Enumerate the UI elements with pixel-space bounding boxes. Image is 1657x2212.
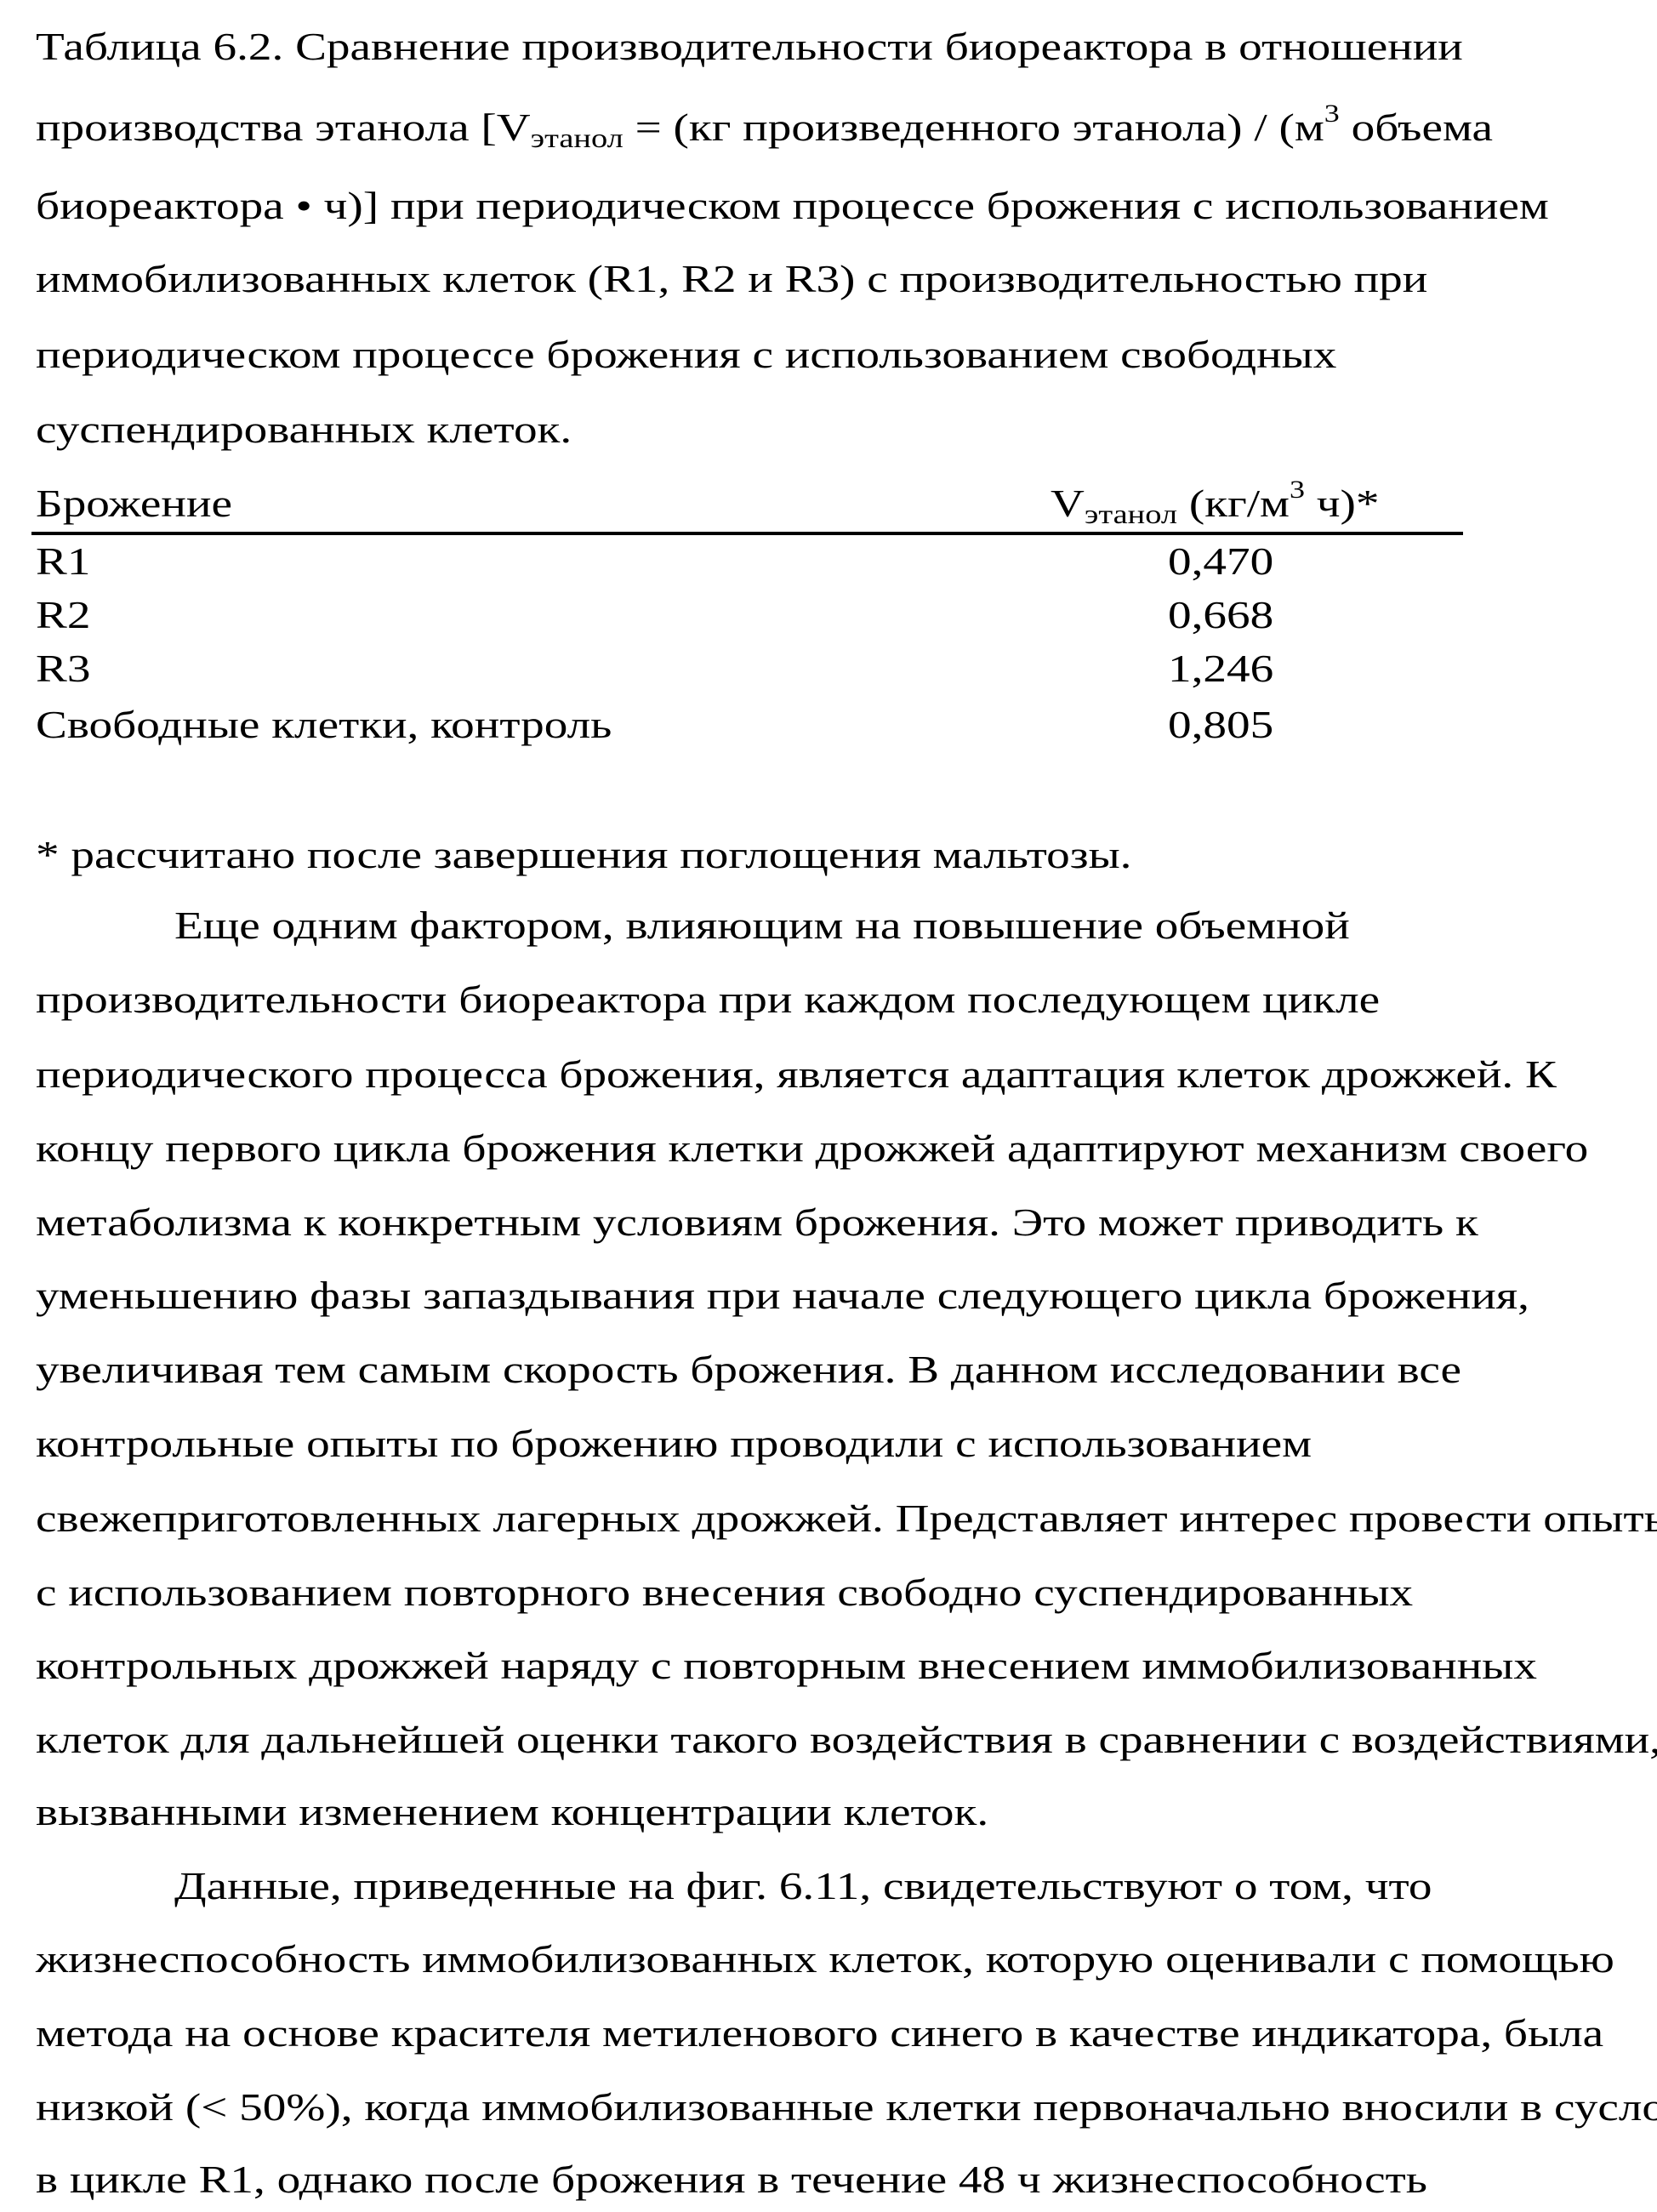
caption-text: объема [1340, 105, 1493, 149]
superscript: 3 [1290, 476, 1305, 504]
row-label: Свободные клетки, контроль [36, 701, 612, 749]
header-text: V [1051, 482, 1085, 525]
row-label: R1 [36, 538, 90, 585]
caption-line: суспендированных клеток. [36, 406, 572, 453]
row-value: 0,470 [1168, 538, 1273, 585]
caption-text: производства этанола [V [36, 105, 531, 149]
table-header-rule [31, 532, 1463, 535]
row-value: 1,246 [1168, 645, 1273, 693]
text-line: Еще одним фактором, влияющим на повышение объемной [174, 902, 1350, 949]
subscript: этанол [531, 123, 624, 153]
text-line: периодического процесса брожения, является адаптация клеток дрожжей. К [36, 1051, 1557, 1098]
row-value: 0,805 [1168, 701, 1273, 749]
text-line: метода на основе красителя метиленового синего в качестве индикатора, была [36, 2010, 1603, 2057]
text-line: клеток для дальнейшей оценки такого воздействия в сравнении с воздействиями, [36, 1716, 1657, 1764]
caption-line: периодическом процессе брожения с использованием свободных [36, 331, 1336, 379]
header-text: (кг/м [1177, 482, 1290, 525]
row-value: 0,668 [1168, 591, 1273, 639]
text-line: контрольные опыты по брожению проводили с использованием [36, 1420, 1312, 1468]
text-line: концу первого цикла брожения клетки дрожжей адаптируют механизм своего [36, 1125, 1588, 1172]
superscript: 3 [1324, 100, 1340, 128]
text-line: контрольных дрожжей наряду с повторным внесением иммобилизованных [36, 1642, 1537, 1690]
text-line: метаболизма к конкретным условиям брожения. Это может приводить к [36, 1199, 1478, 1246]
text-line: жизнеспособность иммобилизованных клеток, которую оценивали с помощью [36, 1936, 1614, 1983]
caption-line: Таблица 6.2. Сравнение производительности биореактора в отношении [36, 23, 1463, 71]
table-footnote: * рассчитано после завершения поглощения мальтозы. [36, 831, 1131, 879]
column-header-productivity [1051, 480, 1380, 527]
subscript: этанол [1085, 499, 1177, 529]
text-line: с использованием повторного внесения свободно суспендированных [36, 1569, 1413, 1616]
row-label: R2 [36, 591, 90, 639]
text-line: увеличивая тем самым скорость брожения. В данном исследовании все [36, 1346, 1461, 1394]
column-header-fermentation: Брожение [36, 480, 232, 527]
header-text: ч)* [1305, 482, 1380, 525]
row-label: R3 [36, 645, 90, 693]
text-line: производительности биореактора при каждом последующем цикле [36, 976, 1380, 1023]
text-line: уменьшению фазы запаздывания при начале следующего цикла брожения, [36, 1272, 1529, 1320]
caption-text: = (кг произведенного этанола) / (м [624, 105, 1324, 149]
caption-line: иммобилизованных клеток (R1, R2 и R3) с производительностью при [36, 255, 1427, 303]
text-line: свежеприготовленных лагерных дрожжей. Представляет интерес провести опыты [36, 1495, 1657, 1542]
caption-line: биореактора • ч)] при периодическом процессе брожения с использованием [36, 182, 1549, 230]
text-line: в цикле R1, однако после брожения в течение 48 ч жизнеспособность [36, 2156, 1427, 2203]
text-line: вызванными изменением концентрации клеток. [36, 1788, 988, 1836]
caption-line [36, 104, 1493, 151]
text-line: Данные, приведенные на фиг. 6.11, свидетельствуют о том, что [174, 1862, 1432, 1910]
text-line: низкой (< 50%), когда иммобилизованные клетки первоначально вносили в сусло [36, 2084, 1657, 2131]
